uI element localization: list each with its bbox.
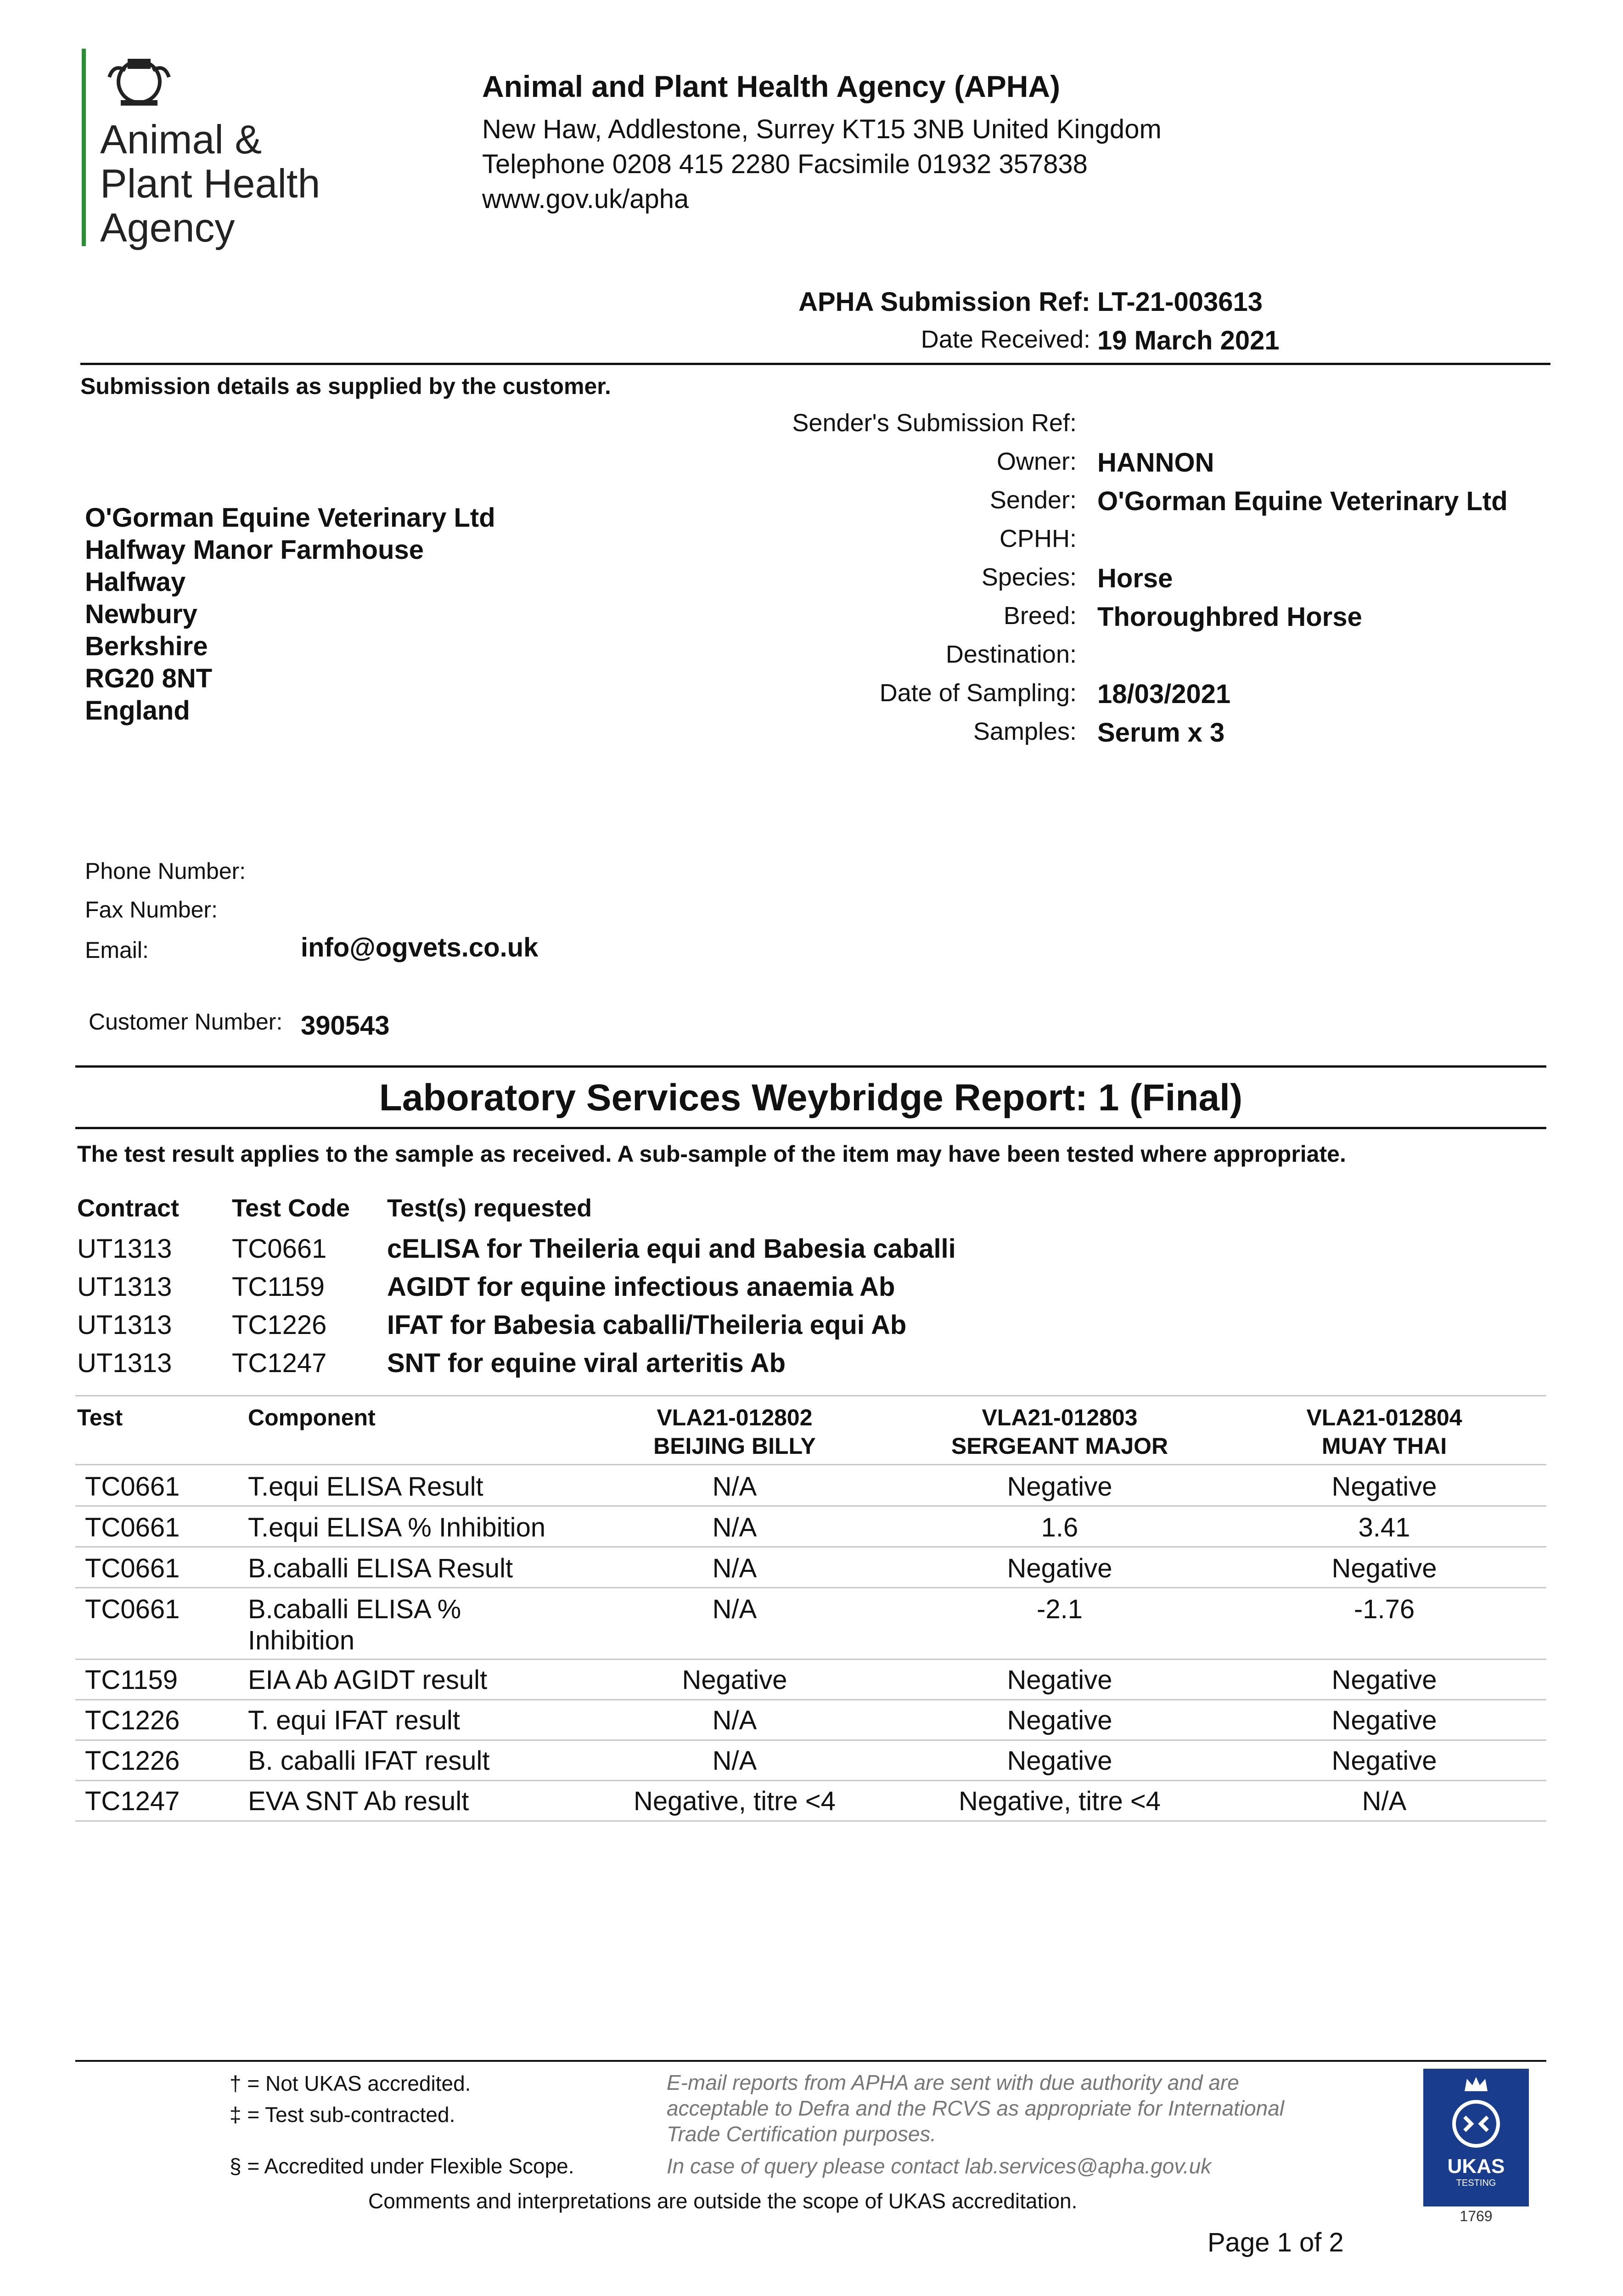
detail-label: Destination: (945, 641, 1077, 668)
result-s3: Negative (1331, 1665, 1437, 1695)
result-test: TC1226 (85, 1705, 180, 1735)
ukas-number: 1769 (1460, 2208, 1493, 2224)
detail-label: CPHH: (999, 525, 1077, 552)
results-header-s1-name: BEIJING BILLY (653, 1433, 816, 1459)
result-component: T. equi IFAT result (248, 1705, 461, 1735)
date-received-value: 19 March 2021 (1097, 326, 1280, 355)
results-row-rule (75, 1780, 1546, 1781)
submission-ref-label: APHA Submission Ref: (798, 287, 1090, 317)
result-s2: Negative (1007, 1553, 1112, 1583)
ukas-tick-icon (1449, 2096, 1504, 2151)
address-line: Halfway (85, 567, 186, 597)
date-received-label: Date Received: (921, 326, 1090, 353)
detail-value: Horse (1097, 563, 1173, 593)
logo-line-3: Agency (100, 205, 235, 250)
address-line: England (85, 696, 190, 726)
customer-number-label: Customer Number: (89, 1009, 283, 1035)
logo-bar (82, 49, 86, 246)
results-header-test: Test (77, 1405, 123, 1430)
results-header-rule (75, 1464, 1546, 1465)
result-test: TC0661 (85, 1594, 180, 1624)
result-s2: Negative (1007, 1705, 1112, 1735)
submission-ref-value: LT-21-003613 (1097, 287, 1263, 317)
detail-value: Serum x 3 (1097, 718, 1225, 748)
result-s1: N/A (712, 1594, 757, 1624)
result-s1: N/A (712, 1746, 757, 1776)
detail-label: Sender: (989, 486, 1077, 514)
detail-label: Sender's Submission Ref: (792, 409, 1077, 437)
results-row-rule (75, 1739, 1546, 1741)
phone-label: Phone Number: (85, 858, 246, 884)
email-value[interactable]: info@ogvets.co.uk (301, 933, 539, 962)
results-bottom-rule (75, 1820, 1546, 1822)
header-divider (80, 363, 1550, 365)
query-note: In case of query please contact lab.services@apha.gov.uk (667, 2154, 1212, 2178)
tests-row-contract: UT1313 (77, 1310, 172, 1340)
result-component: B.caballi ELISA % (248, 1594, 461, 1624)
tests-row-requested: cELISA for Theileria equi and Babesia caballi (387, 1234, 956, 1264)
result-s1: N/A (712, 1513, 757, 1542)
detail-label: Breed: (1003, 602, 1077, 630)
result-s3: -1.76 (1353, 1594, 1415, 1624)
ukas-badge (1423, 2069, 1529, 2206)
detail-label: Samples: (973, 718, 1077, 745)
email-note-3: Trade Certification purposes. (667, 2122, 937, 2146)
address-line: Halfway Manor Farmhouse (85, 535, 424, 565)
report-title: Laboratory Services Weybridge Report: 1 (Final) (379, 1077, 1243, 1119)
address-line: Newbury (85, 599, 197, 629)
detail-value: HANNON (1097, 448, 1214, 478)
result-s2: Negative, titre <4 (958, 1786, 1161, 1816)
results-row-rule (75, 1587, 1546, 1588)
result-component: EVA SNT Ab result (248, 1786, 469, 1816)
email-label: Email: (85, 937, 149, 963)
result-s2: 1.6 (1041, 1513, 1078, 1542)
ukas-sub: TESTING (1456, 2178, 1496, 2188)
footnote-dagger: † = Not UKAS accredited. (230, 2071, 471, 2095)
detail-value: Thoroughbred Horse (1097, 602, 1362, 632)
fax-label: Fax Number: (85, 897, 218, 923)
result-component: EIA Ab AGIDT result (248, 1665, 488, 1695)
result-test: TC0661 (85, 1513, 180, 1542)
results-top-rule (75, 1395, 1546, 1396)
tests-row-contract: UT1313 (77, 1348, 172, 1378)
tests-header-contract: Contract (77, 1194, 180, 1222)
supplied-note: Submission details as supplied by the customer. (80, 373, 611, 399)
result-s2: Negative (1007, 1665, 1112, 1695)
org-website[interactable]: www.gov.uk/apha (482, 184, 689, 214)
result-s2: Negative (1007, 1472, 1112, 1502)
result-s3: N/A (1362, 1786, 1407, 1816)
logo-line-2: Plant Health (100, 161, 320, 206)
email-note-2: acceptable to Defra and the RCVS as appropriate for International (667, 2096, 1285, 2120)
result-component: T.equi ELISA % Inhibition (248, 1513, 546, 1542)
result-s3: Negative (1331, 1553, 1437, 1583)
report-top-divider (75, 1065, 1546, 1068)
result-s1: Negative, titre <4 (633, 1786, 836, 1816)
results-header-s3-id: VLA21-012804 (1306, 1405, 1462, 1430)
email-note-1: E-mail reports from APHA are sent with due authority and are (667, 2071, 1239, 2094)
footnote-ddagger: ‡ = Test sub-contracted. (230, 2103, 455, 2127)
result-test: TC0661 (85, 1472, 180, 1502)
result-s3: Negative (1331, 1746, 1437, 1776)
org-phone: Telephone 0208 415 2280 Facsimile 01932 357838 (482, 149, 1088, 179)
footnote-section: § = Accredited under Flexible Scope. (230, 2154, 574, 2178)
result-component: B. caballi IFAT result (248, 1746, 490, 1776)
tests-row-contract: UT1313 (77, 1272, 172, 1302)
org-address: New Haw, Addlestone, Surrey KT15 3NB United Kingdom (482, 114, 1162, 144)
results-row-rule (75, 1659, 1546, 1660)
tests-row-contract: UT1313 (77, 1234, 172, 1264)
result-s1: N/A (712, 1553, 757, 1583)
results-header-s3-name: MUAY THAI (1321, 1433, 1447, 1459)
tests-row-requested: SNT for equine viral arteritis Ab (387, 1348, 786, 1378)
ukas-label: UKAS (1447, 2155, 1505, 2178)
detail-label: Owner: (996, 448, 1077, 475)
address-line: Berkshire (85, 631, 208, 661)
result-test: TC1247 (85, 1786, 180, 1816)
royal-crest-icon (100, 50, 178, 109)
result-component: B.caballi ELISA Result (248, 1553, 513, 1583)
ukas-scope-note: Comments and interpretations are outside the scope of UKAS accreditation. (368, 2189, 1078, 2213)
org-name: Animal and Plant Health Agency (APHA) (482, 69, 1061, 103)
result-s3: Negative (1331, 1472, 1437, 1502)
results-header-component: Component (248, 1405, 376, 1430)
tests-row-requested: IFAT for Babesia caballi/Theileria equi Ab (387, 1310, 907, 1340)
tests-row-requested: AGIDT for equine infectious anaemia Ab (387, 1272, 895, 1302)
result-test: TC1159 (85, 1665, 178, 1695)
result-component: T.equi ELISA Result (248, 1472, 483, 1502)
address-line: RG20 8NT (85, 664, 213, 693)
result-s2: Negative (1007, 1746, 1112, 1776)
detail-label: Species: (981, 563, 1077, 591)
page-number: Page 1 of 2 (1207, 2228, 1344, 2257)
tests-row-code: TC1247 (232, 1348, 327, 1378)
result-s1: N/A (712, 1472, 757, 1502)
results-header-s2-id: VLA21-012803 (982, 1405, 1138, 1430)
results-row-rule (75, 1699, 1546, 1700)
results-header-s1-id: VLA21-012802 (657, 1405, 813, 1430)
ukas-crown-icon (1462, 2075, 1490, 2093)
result-test: TC1226 (85, 1746, 180, 1776)
result-component-cont: Inhibition (248, 1626, 355, 1655)
results-header-s2-name: SERGEANT MAJOR (951, 1433, 1168, 1459)
tests-row-code: TC1226 (232, 1310, 327, 1340)
results-row-rule (75, 1546, 1546, 1548)
logo-line-1: Animal & (100, 117, 262, 162)
tests-header-requested: Test(s) requested (387, 1194, 592, 1222)
tests-row-code: TC1159 (232, 1272, 325, 1302)
footer-divider (75, 2060, 1546, 2062)
detail-value: 18/03/2021 (1097, 679, 1231, 709)
result-s2: -2.1 (1037, 1594, 1083, 1624)
results-row-rule (75, 1505, 1546, 1507)
result-s1: N/A (712, 1705, 757, 1735)
tests-header-code: Test Code (232, 1194, 350, 1222)
result-s1: Negative (682, 1665, 787, 1695)
result-test: TC0661 (85, 1553, 180, 1583)
result-s3: Negative (1331, 1705, 1437, 1735)
report-bottom-divider (75, 1127, 1546, 1129)
customer-number-value: 390543 (301, 1011, 390, 1041)
address-line: O'Gorman Equine Veterinary Ltd (85, 503, 495, 533)
tests-row-code: TC0661 (232, 1234, 327, 1264)
result-s3: 3.41 (1358, 1513, 1410, 1542)
detail-label: Date of Sampling: (879, 679, 1077, 707)
detail-value: O'Gorman Equine Veterinary Ltd (1097, 486, 1508, 516)
report-note: The test result applies to the sample as received. A sub-sample of the item may have been tested where appropriate. (77, 1141, 1346, 1167)
